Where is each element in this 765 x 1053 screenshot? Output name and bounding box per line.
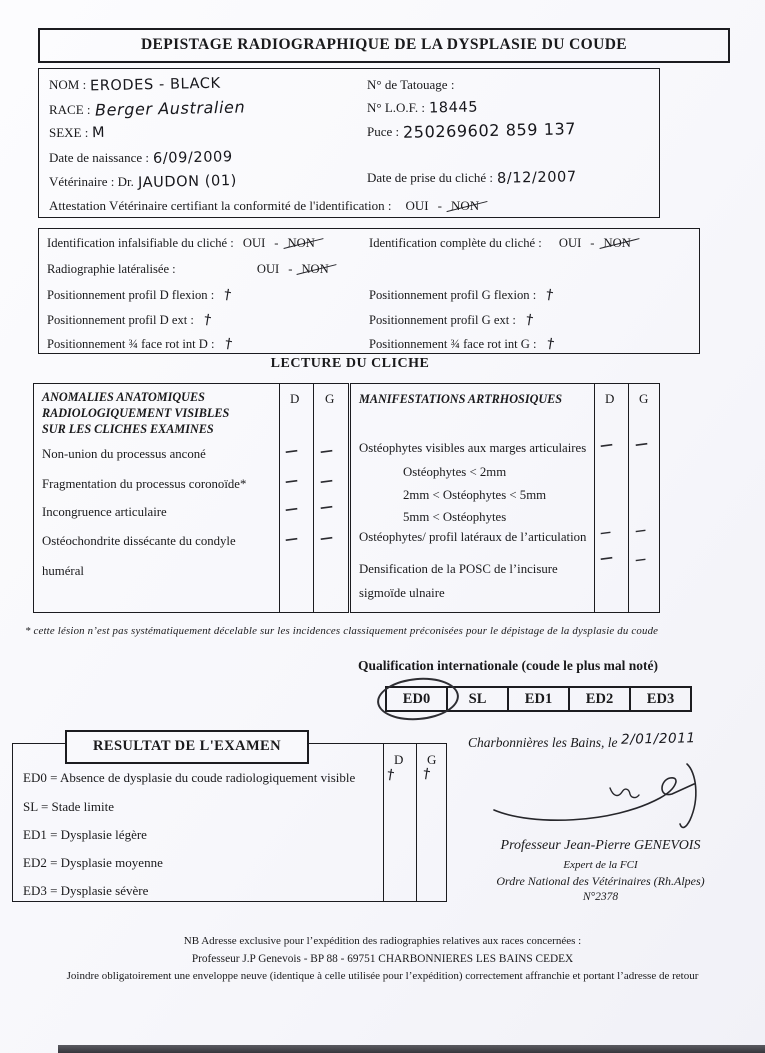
signatory-block [448,838,753,905]
naissance-row [49,149,233,167]
race-value: Berger Australien [94,97,245,120]
dash-mark: — [319,473,334,490]
qualification-label: Qualification internationale (coude le plus mal noté) [358,658,658,673]
signatory-role: Expert de la FCI [563,859,638,871]
oui-non-separator: - [274,236,279,250]
page-title: DEPISTAGE RADIOGRAPHIQUE DE LA DYSPLASIE DU COUDE [140,36,628,53]
complete-oui-non [559,236,631,251]
check-mark: † [223,286,233,304]
oui-option: OUI [256,262,280,276]
table-divider [313,384,314,612]
sexe-label: SEXE : [49,125,89,140]
resultat-row-label: ED1 = Dysplasie légère [23,827,147,842]
puce-value: 250269602 859 137 [402,119,577,142]
dash-mark: — [319,443,334,460]
arthrosis-row-label: 5mm < Ostéophytes [403,510,507,524]
col-g-header: G [639,391,649,406]
arthrosis-row-label: Ostéophytes < 2mm [403,465,507,479]
infalsifiable-oui-non [243,236,315,251]
sexe-value: M [92,124,106,142]
oui-option: OUI [405,198,429,213]
table-divider [416,744,417,901]
race-label: RACE : [49,102,91,117]
footer-note [0,933,765,986]
signatory-name: Professeur Jean-Pierre GENEVOIS [500,838,701,853]
anomaly-row-label: huméral [42,564,84,578]
identity-section [38,68,660,218]
check-mark: † [385,766,396,784]
pos-g-flexion-row [369,287,553,303]
anomaly-row-label: Fragmentation du processus coronoïde* [42,477,247,491]
table-divider [594,384,595,612]
signatory-ordre: Ordre National des Vétérinaires (Rh.Alpes) [496,874,705,888]
anomalies-header-line1: ANOMALIES ANATOMIQUES [42,390,205,404]
tatouage-label: N° de Tatouage : [367,77,455,92]
pos-g-rot-label: Positionnement ¾ face rot int G : [369,337,537,351]
veterinaire-label: Vétérinaire : Dr. [49,174,134,189]
check-mark: † [421,765,432,783]
col-g-header: G [427,752,437,767]
qualification-cell-ed0: ED0 [402,690,431,707]
veterinaire-row [49,173,237,191]
attestation-row [49,197,479,215]
non-option-struck: NON [450,198,480,213]
dash-mark: — [284,443,299,460]
date-value: 2/01/2011 [620,730,696,748]
oui-non-separator: - [590,236,595,250]
pos-d-rot-label: Positionnement ¾ face rot int D : [47,337,215,351]
pos-g-rot-row [369,336,554,352]
cliche-row [367,169,577,187]
check-mark: † [202,311,213,329]
place-date-line [468,730,696,751]
dash-mark: — [599,550,614,567]
arthrosis-row-label: sigmoïde ulnaire [359,586,445,600]
table-divider [279,384,280,612]
dash-mark: — [634,436,649,453]
resultat-section [12,743,447,902]
col-g-header: G [325,391,335,406]
arthrosis-header: MANIFESTATIONS ARTRHOSIQUES [359,392,563,406]
non-option-struck: NON [301,262,329,276]
qualification-cell-ed1: ED1 [507,688,568,710]
oui-non-separator: - [437,198,442,213]
dash-mark: — [634,552,647,567]
dash-mark: — [319,530,334,547]
ed0-circle-annotation [375,675,460,724]
nom-label: NOM : [49,77,87,92]
anomaly-row-label: Incongruence articulaire [42,505,167,519]
anomalies-header-line3: SUR LES CLICHES EXAMINES [42,422,214,436]
dash-mark: — [284,473,299,490]
col-d-header: D [605,391,615,406]
pos-g-ext-row [369,312,533,328]
resultat-row-label: SL = Stade limite [23,799,114,814]
anomalies-header-line2: RADIOLOGIQUEMENT VISIBLES [42,406,230,420]
pos-d-rot-row [47,336,232,352]
dash-mark: — [599,525,612,540]
oui-non-separator: - [288,262,293,276]
place-label: Charbonnières les Bains, le [468,735,618,750]
col-d-header: D [394,752,404,767]
oui-option: OUI [558,236,582,250]
pos-d-flexion-label: Positionnement profil D flexion : [47,288,215,302]
check-mark: † [545,286,555,304]
cliche-label: Date de prise du cliché : [367,170,493,185]
dash-mark: — [284,531,299,548]
pos-d-ext-label: Positionnement profil D ext : [47,313,194,327]
arthrosis-row-label: Densification de la POSC de l’incisure [359,562,558,576]
attestation-label: Attestation Vétérinaire certifiant la conformité de l'identification : [49,198,392,213]
complete-label: Identification complète du cliché : [369,236,542,250]
form-title-box [38,28,730,63]
arthrosis-table [350,383,660,613]
table-divider [383,744,384,901]
veterinaire-value: JAUDON (01) [137,172,237,192]
dash-mark: — [599,437,614,454]
naissance-label: Date de naissance : [49,150,149,165]
race-row [49,99,245,119]
qualification-cell-ed2: ED2 [568,688,629,710]
footer-line1: NB Adresse exclusive pour l’expédition des radiographies relatives aux races concernées : [183,935,582,947]
check-mark: † [545,335,555,353]
table-divider [628,384,629,612]
footer-line2: Professeur J.P Genevois - BP 88 - 69751 CHARBONNIERES LES BAINS CEDEX [191,952,574,965]
anomaly-row-label: Non-union du processus anconé [42,447,206,461]
infalsifiable-row [47,236,315,251]
non-option-struck: NON [287,236,315,250]
non-option-struck: NON [603,236,631,250]
attestation-oui-non [406,198,480,214]
arthrosis-row-label: Ostéophytes visibles aux marges articulaires [359,441,587,455]
qualification-cell-sl: SL [446,688,507,710]
identification-section [38,228,700,354]
pos-d-flexion-row [47,287,231,303]
anomaly-row-label: Ostéochondrite dissécante du condyle [42,534,236,548]
signatory-numero: N°2378 [582,891,619,903]
resultat-row-label: ED3 = Dysplasie sévère [23,883,149,898]
pos-g-ext-label: Positionnement profil G ext : [369,313,516,327]
dash-mark: — [634,523,647,538]
lateralisee-row [47,262,329,277]
lof-row [367,99,478,117]
check-mark: † [223,335,233,353]
lof-value: 18445 [428,99,479,117]
qualification-cell-ed3: ED3 [629,688,690,710]
nom-value: ERODES - BLACK [90,75,222,95]
anomalies-header [42,389,276,437]
pos-g-flexion-label: Positionnement profil G flexion : [369,288,537,302]
pos-d-ext-row [47,312,211,328]
resultat-title: RESULTAT DE L'EXAMEN [93,738,281,754]
oui-option: OUI [242,236,266,250]
arthrosis-row-label: Ostéophytes/ profil latéraux de l’articulation [359,530,587,544]
dash-mark: — [319,499,334,516]
puce-row [367,121,576,141]
col-d-header: D [290,391,300,406]
naissance-value: 6/09/2009 [152,149,233,167]
sexe-row [49,124,106,142]
infalsifiable-label: Identification infalsifiable du cliché : [47,236,234,250]
anomalies-table [33,383,349,613]
puce-label: Puce : [367,124,400,139]
signature [482,758,717,846]
check-mark: † [524,311,535,329]
lof-label: N° L.O.F. : [367,100,425,115]
tatouage-row [367,76,454,94]
lecture-heading: LECTURE DU CLICHE [270,356,430,371]
lateralisee-label: Radiographie latéralisée : [47,262,176,276]
lateralisee-oui-non [257,262,329,277]
resultat-row-label: ED0 = Absence de dysplasie du coude radiologiquement visible [23,770,356,785]
resultat-row-label: ED2 = Dysplasie moyenne [23,855,163,870]
footer-line3: Joindre obligatoirement une enveloppe neuve (identique à celle utilisée pour l’expédition) correctement affranchie et portant l’adresse de retour [66,970,699,982]
lesion-footnote: * cette lésion n’est pas systématiquement décelable sur les incidences classiquement préconisées pour le dépistage de la dysplasie du coude [25,625,659,637]
dash-mark: — [284,501,299,518]
resultat-title-box [65,730,309,764]
cliche-value: 8/12/2007 [496,169,577,187]
complete-row [369,236,631,251]
scan-edge-bar [58,1045,765,1053]
arthrosis-row-label: 2mm < Ostéophytes < 5mm [403,488,547,502]
nom-row [49,76,221,94]
